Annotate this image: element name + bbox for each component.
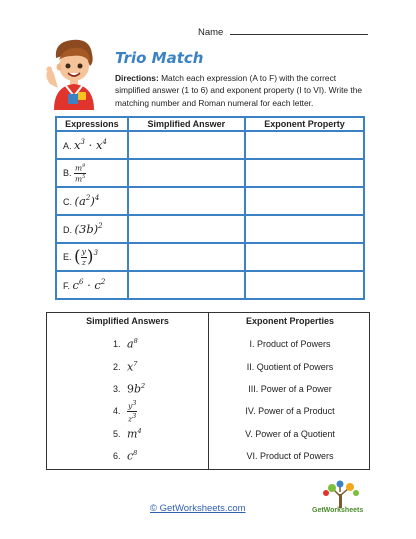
- list-item: VI. Product of Powers: [246, 451, 334, 462]
- list-item: [113, 445, 145, 467]
- expression-letter: E.: [63, 252, 72, 262]
- answer-math: $a^8$: [127, 337, 138, 352]
- list-item: [113, 333, 145, 355]
- name-underline[interactable]: [230, 26, 368, 35]
- simplified-answer-cell[interactable]: [128, 215, 245, 243]
- answer-math: $c^8$: [127, 449, 138, 463]
- list-item: IV. Power of a Product: [245, 406, 335, 417]
- name-label: Name: [198, 27, 224, 38]
- name-field[interactable]: [198, 26, 368, 38]
- directions-text: Match each expression (A to F) with the correct simplified answer (1 to 6) and exponent property (I to VI). Write the matching number and Roman numeral for each letter.: [115, 73, 363, 108]
- expression-cell: [56, 131, 128, 159]
- answer-number: 4.: [113, 406, 121, 417]
- copyright-link[interactable]: © GetWorksheets.com: [150, 503, 246, 514]
- list-item: I. Product of Powers: [249, 339, 331, 350]
- list-item: [113, 378, 145, 400]
- table-row: [56, 243, 364, 271]
- boy-illustration-icon: [40, 36, 108, 112]
- table-row: [56, 271, 364, 299]
- simplified-answer-cell[interactable]: [128, 187, 245, 215]
- table-row: [56, 159, 364, 187]
- expression-math: $x^3 \cdot x^4$: [74, 138, 107, 152]
- expression-math: $(3b)^2$: [74, 222, 103, 236]
- answer-bank: [46, 312, 370, 470]
- exponent-property-header: Exponent Property: [245, 117, 364, 131]
- answer-math: $\frac{y^3}{z^3}$: [128, 398, 137, 424]
- getworksheets-logo: [312, 480, 370, 522]
- logo-text: GetWorksheets: [312, 507, 364, 514]
- answer-number: 3.: [113, 383, 121, 394]
- answer-number: 2.: [113, 361, 121, 372]
- expression-letter: C.: [63, 197, 72, 207]
- expressions-header: Expressions: [56, 117, 128, 131]
- list-item: V. Power of a Quotient: [245, 428, 335, 439]
- expression-cell: [56, 271, 128, 299]
- table-row: [56, 215, 364, 243]
- simplified-answer-cell[interactable]: [128, 271, 245, 299]
- directions-label: Directions:: [115, 73, 159, 83]
- simplified-answer-cell[interactable]: [128, 243, 245, 271]
- expression-cell: [56, 187, 128, 215]
- match-table: [55, 116, 365, 300]
- expression-letter: D.: [63, 225, 72, 235]
- exponent-property-cell[interactable]: [245, 131, 364, 159]
- list-item: III. Power of a Power: [248, 383, 332, 394]
- directions: [115, 72, 371, 109]
- answer-math: $m^4$: [127, 426, 142, 441]
- table-row: [56, 187, 364, 215]
- table-row: [56, 131, 364, 159]
- exponent-property-cell[interactable]: [245, 187, 364, 215]
- answer-math: $x^7$: [127, 359, 138, 374]
- expression-cell: [56, 243, 128, 271]
- simplified-answer-cell[interactable]: [128, 131, 245, 159]
- expression-math: $\frac{m^9}{m^5}$: [75, 162, 86, 183]
- answer-number: 1.: [113, 339, 121, 350]
- expression-cell: [56, 215, 128, 243]
- expression-letter: A.: [63, 141, 72, 151]
- simplified-answer-header: Simplified Answer: [128, 117, 245, 131]
- expression-letter: B.: [63, 167, 72, 178]
- expression-cell: [56, 159, 128, 187]
- exponent-properties-list: [209, 333, 371, 467]
- list-item: [113, 423, 145, 445]
- match-table-header-row: [56, 117, 364, 131]
- list-item: II. Quotient of Powers: [246, 361, 334, 372]
- exponent-property-cell[interactable]: [245, 243, 364, 271]
- tree-icon: [312, 480, 370, 510]
- list-item: [113, 355, 145, 377]
- simplified-answer-cell[interactable]: [128, 159, 245, 187]
- expression-letter: F.: [63, 281, 71, 291]
- list-item: [113, 400, 145, 422]
- answer-number: 6.: [113, 451, 121, 462]
- simplified-answers-list: [113, 333, 145, 467]
- worksheet-title: Trio Match: [115, 49, 204, 67]
- expression-math: $(a^2)^4$: [74, 194, 100, 208]
- answer-number: 5.: [113, 428, 121, 439]
- exponent-property-cell[interactable]: [245, 215, 364, 243]
- exponent-properties-header: Exponent Properties: [245, 316, 335, 326]
- exponent-property-cell[interactable]: [245, 159, 364, 187]
- answer-math: $9b^2$: [127, 382, 146, 396]
- simplified-answers-header: Simplified Answers: [86, 316, 169, 326]
- expression-math: $c^6 \cdot c^2$: [72, 278, 106, 292]
- exponent-property-cell[interactable]: [245, 271, 364, 299]
- expression-math: ( $\frac{y}{z}$ )$^3$: [74, 247, 99, 267]
